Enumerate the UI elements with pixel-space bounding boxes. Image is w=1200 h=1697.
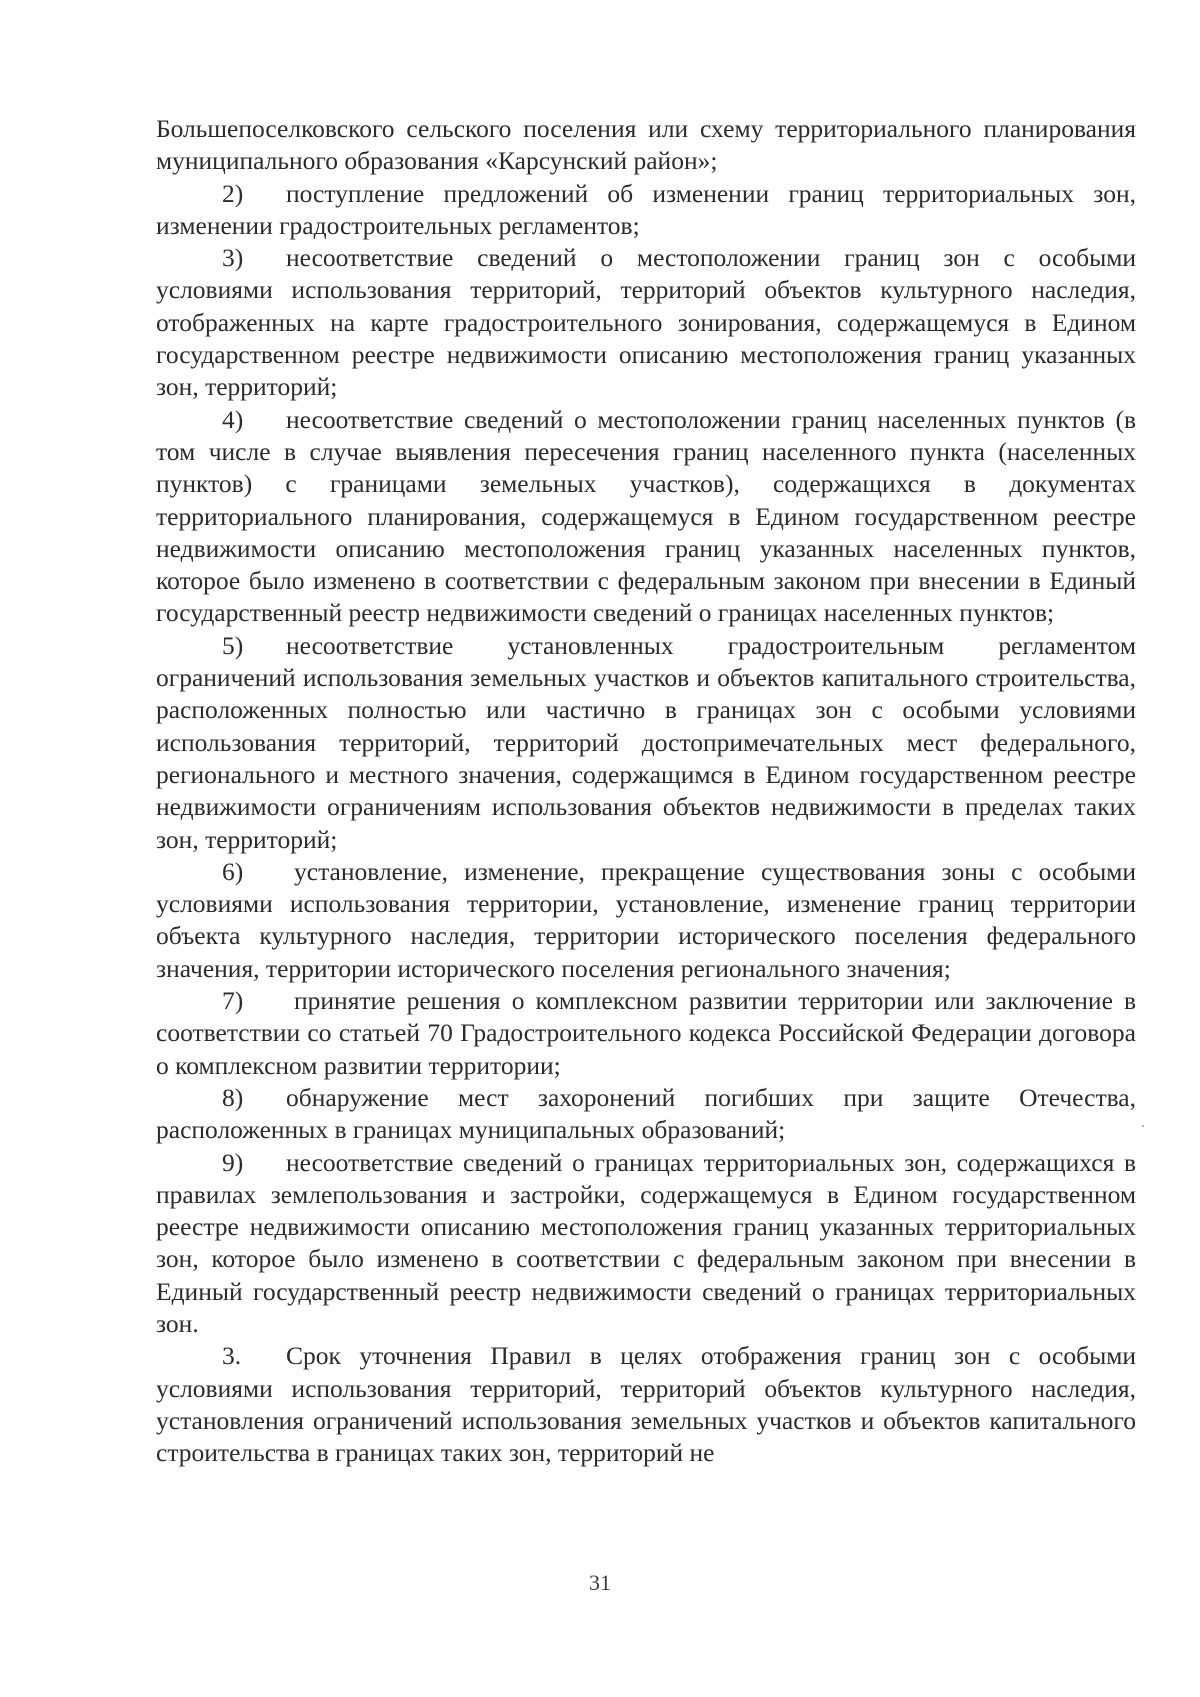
page-number: 31 [589, 1570, 611, 1595]
item-text: поступление предложений об изменении границ территориальных зон, изменении градостроительных регламентов; [156, 178, 1136, 240]
list-item-8 [156, 1082, 1136, 1147]
item-number: 9) [222, 1147, 244, 1177]
item-number: 6) [222, 856, 244, 886]
list-item-7 [156, 985, 1136, 1082]
section-text: Срок уточнения Правил в целях отображения границ зон с особыми условиями использования территорий, территорий объектов культурного наследия, установления ограничений использования земельных участков и объектов капитального строительства в границах таких зон, территорий не [156, 1341, 1136, 1468]
section-number: 3. [222, 1341, 242, 1371]
list-item-2 [156, 178, 1136, 243]
intro-paragraph: Большепоселковского сельского поселения или схему территориального планирования муниципального образования «Карсунский район»; [156, 114, 1136, 176]
document-body [156, 113, 1136, 1469]
list-item-6 [156, 856, 1136, 985]
list-item-5 [156, 630, 1136, 856]
item-number: 8) [222, 1082, 244, 1112]
item-text: несоответствие сведений о местоположении границ зон с особыми условиями использования территорий, территорий объектов культурного наследия, отображенных на карте градостроительного зонирования, содержащемуся в Едином государственном реестре недвижимости описанию местоположения границ указанных зон, территорий; [156, 243, 1136, 402]
list-item-4 [156, 404, 1136, 630]
list-item-3 [156, 242, 1136, 403]
scan-speck [1142, 1125, 1144, 1127]
item-text: принятие решения о комплексном развитии территории или заключение в соответствии со статьей 70 Градостроительного кодекса Российской Федерации договора о комплексном развитии территории; [156, 986, 1136, 1080]
item-text: установление, изменение, прекращение существования зоны с особыми условиями использования территории, установление, изменение границ территории объекта культурного наследия, территории исторического поселения федерального значения, территории исторического поселения регионального значения; [156, 856, 1136, 983]
item-number: 2) [222, 178, 244, 208]
item-number: 5) [222, 630, 244, 660]
item-number: 3) [222, 243, 244, 273]
item-text: обнаружение мест захоронений погибших при защите Отечества, расположенных в границах муниципальных образований; [156, 1082, 1136, 1145]
item-number: 4) [222, 404, 244, 434]
item-text: несоответствие сведений о местоположении границ населенных пунктов (в том числе в случае выявления пересечения границ населенного пункта (населенных пунктов) с границами земельных участков), содержащихся в документах территориального планирования, содержащемуся в Едином государственном реестре недвижимости описанию местоположения границ указанных населенных пунктов, которое было изменено в соответствии с федеральным законом при внесении в Единый государственный реестр недвижимости сведений о границах населенных пунктов; [156, 404, 1136, 628]
item-number: 7) [222, 986, 244, 1016]
item-text: несоответствие установленных градостроительным регламентом ограничений использования земельных участков и объектов капитального строительства, расположенных полностью или частично в границах зон с особыми условиями использования территорий, территорий достопримечательных мест федерального, регионального и местного значения, содержащимся в Едином государственном реестре недвижимости ограничениям использования объектов недвижимости в пределах таких зон, территорий; [156, 630, 1136, 854]
section-3-paragraph [156, 1340, 1136, 1469]
list-item-9 [156, 1147, 1136, 1341]
item-text: несоответствие сведений о границах территориальных зон, содержащихся в правилах землепользования и застройки, содержащемуся в Едином государственном реестре недвижимости описанию местоположения границ указанных территориальных зон, которое было изменено в соответствии с федеральным законом при внесении в Единый государственный реестр недвижимости сведений о границах территориальных зон. [156, 1147, 1136, 1338]
